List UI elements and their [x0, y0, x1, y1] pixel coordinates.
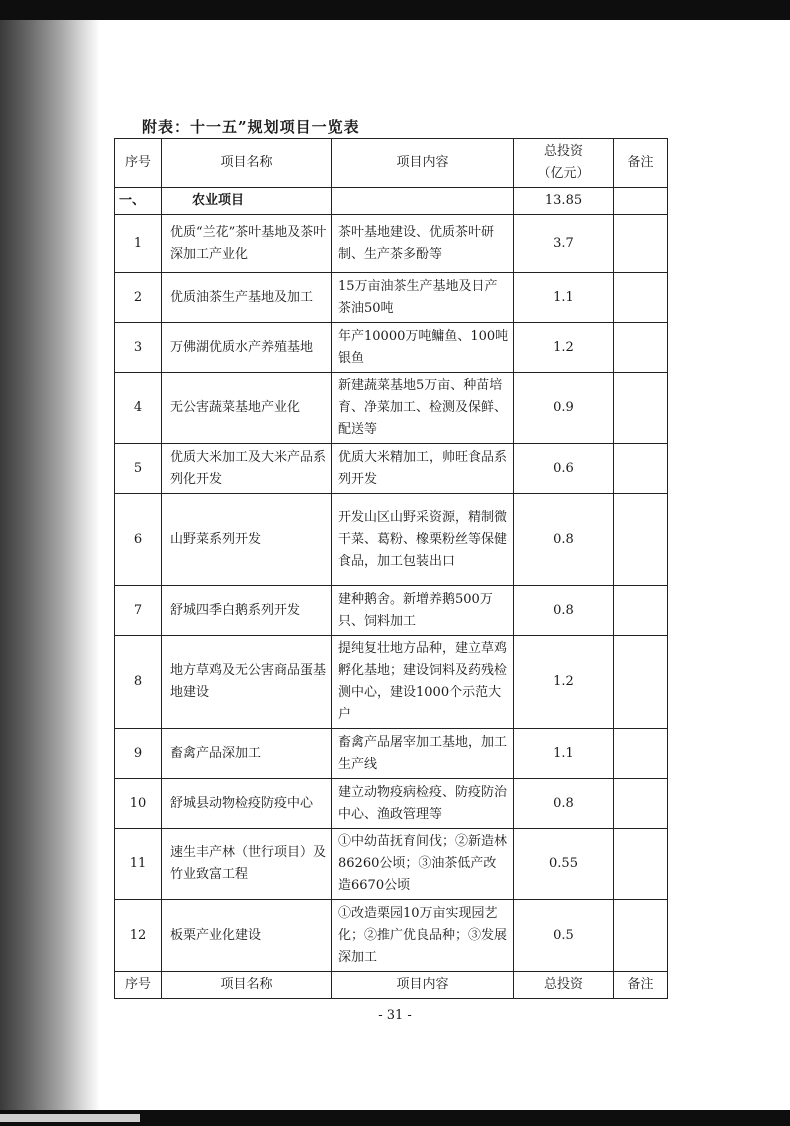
project-table — [114, 138, 668, 999]
row-content: 茶叶基地建设、优质茶叶研制、生产茶多酚等 — [332, 215, 514, 273]
table-row — [115, 900, 668, 972]
row-content: 开发山区山野采资源，精制微干菜、葛粉、橡栗粉丝等保健食品，加工包装出口 — [332, 494, 514, 586]
header-note: 备注 — [614, 139, 668, 188]
section-row-agriculture — [115, 188, 668, 215]
row-invest: 0.8 — [514, 586, 614, 636]
header-content: 项目内容 — [332, 139, 514, 188]
row-name: 优质大米加工及大米产品系列化开发 — [162, 444, 332, 494]
row-no: 4 — [115, 373, 162, 444]
table-row — [115, 494, 668, 586]
table-row — [115, 586, 668, 636]
row-invest: 1.1 — [514, 273, 614, 323]
header-invest — [514, 139, 614, 188]
table-row — [115, 215, 668, 273]
row-name: 畜禽产品深加工 — [162, 729, 332, 779]
row-no: 7 — [115, 586, 162, 636]
row-name: 优质油茶生产基地及加工 — [162, 273, 332, 323]
row-note — [614, 636, 668, 729]
row-no: 3 — [115, 323, 162, 373]
row-content: ①改造栗园10万亩实现园艺化；②推广优良品种；③发展深加工 — [332, 900, 514, 972]
row-content: 新建蔬菜基地5万亩、种苗培育、净菜加工、检测及保鲜、配送等 — [332, 373, 514, 444]
row-note — [614, 779, 668, 829]
row-no: 9 — [115, 729, 162, 779]
row-no: 10 — [115, 779, 162, 829]
section-invest: 13.85 — [514, 188, 614, 215]
row-no: 1 — [115, 215, 162, 273]
table-row — [115, 444, 668, 494]
row-content: 年产10000万吨鳙鱼、100吨银鱼 — [332, 323, 514, 373]
row-name: 无公害蔬菜基地产业化 — [162, 373, 332, 444]
row-name: 舒城四季白鹅系列开发 — [162, 586, 332, 636]
row-no: 6 — [115, 494, 162, 586]
row-note — [614, 729, 668, 779]
row-note — [614, 494, 668, 586]
scan-bottom-stub — [0, 1114, 140, 1122]
row-name: 优质“兰花”茶叶基地及茶叶深加工产业化 — [162, 215, 332, 273]
row-no: 5 — [115, 444, 162, 494]
row-note — [614, 273, 668, 323]
footer-content: 项目内容 — [332, 972, 514, 999]
table-header-row — [115, 139, 668, 188]
footer-note: 备注 — [614, 972, 668, 999]
row-note — [614, 215, 668, 273]
row-content: 畜禽产品屠宰加工基地，加工生产线 — [332, 729, 514, 779]
section-name: 农业项目 — [162, 188, 332, 215]
table-row — [115, 373, 668, 444]
table-row — [115, 729, 668, 779]
row-note — [614, 323, 668, 373]
row-name: 万佛湖优质水产养殖基地 — [162, 323, 332, 373]
page-number: - 31 - — [378, 1008, 412, 1023]
row-name: 舒城县动物检疫防疫中心 — [162, 779, 332, 829]
row-note — [614, 444, 668, 494]
section-note — [614, 188, 668, 215]
row-invest: 0.9 — [514, 373, 614, 444]
row-invest: 1.1 — [514, 729, 614, 779]
row-no: 11 — [115, 829, 162, 900]
row-invest: 1.2 — [514, 636, 614, 729]
row-no: 12 — [115, 900, 162, 972]
footer-no: 序号 — [115, 972, 162, 999]
table-footer-header-row — [115, 972, 668, 999]
header-invest-unit: （亿元） — [537, 166, 590, 181]
row-note — [614, 900, 668, 972]
footer-invest: 总投资 — [514, 972, 614, 999]
row-note — [614, 586, 668, 636]
row-name: 板栗产业化建设 — [162, 900, 332, 972]
row-note — [614, 829, 668, 900]
row-invest: 0.8 — [514, 494, 614, 586]
row-content: 提纯复壮地方品种，建立草鸡孵化基地；建设饲料及药残检测中心，建设1000个示范大户 — [332, 636, 514, 729]
row-note — [614, 373, 668, 444]
row-name: 地方草鸡及无公害商品蛋基地建设 — [162, 636, 332, 729]
row-no: 8 — [115, 636, 162, 729]
row-invest: 0.5 — [514, 900, 614, 972]
header-name: 项目名称 — [162, 139, 332, 188]
footer-name: 项目名称 — [162, 972, 332, 999]
table-row — [115, 829, 668, 900]
row-content: 15万亩油茶生产基地及日产茶油50吨 — [332, 273, 514, 323]
table-row — [115, 636, 668, 729]
row-invest: 0.6 — [514, 444, 614, 494]
table-row — [115, 323, 668, 373]
row-invest: 3.7 — [514, 215, 614, 273]
table-body — [115, 139, 668, 999]
scan-top-edge — [0, 0, 790, 20]
book-gutter-shadow — [0, 20, 100, 1110]
table-row — [115, 779, 668, 829]
table-row — [115, 273, 668, 323]
header-no: 序号 — [115, 139, 162, 188]
header-invest-label: 总投资 — [543, 144, 583, 159]
row-content: 优质大米精加工，帅旺食品系列开发 — [332, 444, 514, 494]
section-no: 一、 — [115, 188, 162, 215]
row-content: ①中幼苗抚育间伐；②新造林86260公顷；③油茶低产改造6670公顷 — [332, 829, 514, 900]
row-name: 山野菜系列开发 — [162, 494, 332, 586]
row-content: 建种鹅舍。新增养鹅500万只、饲料加工 — [332, 586, 514, 636]
row-invest: 1.2 — [514, 323, 614, 373]
row-no: 2 — [115, 273, 162, 323]
section-content — [332, 188, 514, 215]
scan-bottom-edge — [0, 1110, 790, 1126]
row-content: 建立动物疫病检疫、防疫防治中心、渔政管理等 — [332, 779, 514, 829]
row-invest: 0.8 — [514, 779, 614, 829]
row-name: 速生丰产林（世行项目）及竹业致富工程 — [162, 829, 332, 900]
page-title: 附表：十一五”规划项目一览表 — [142, 118, 360, 136]
row-invest: 0.55 — [514, 829, 614, 900]
